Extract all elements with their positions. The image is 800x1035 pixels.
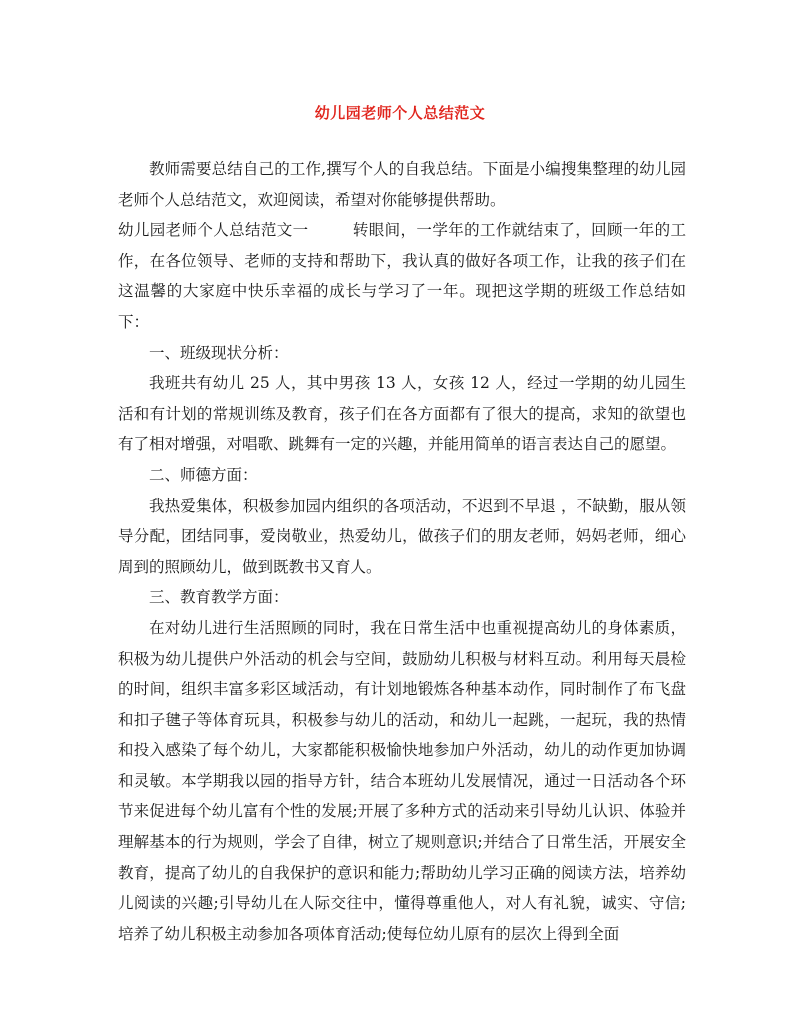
section-3-body: 在对幼儿进行生活照顾的同时，我在日常生活中也重视提高幼儿的身体素质，积极为幼儿提供户外活动的机会与空间，鼓励幼儿积极与材料互动。利用每天晨检的时间，组织丰富多彩区域活动，有计划地锻炼各种基本动作，同时制作了布飞盘和扣子毽子等体育玩具，积极参与幼儿的活动，和幼儿一起跳，一起玩，我的热情和投入感染了每个幼儿，大家都能积极愉快地参加户外活动，幼儿的动作更加协调和灵敏。本学期我以园的指导方针，结合本班幼儿发展情况，通过一日活动各个环节来促进每个幼儿富有个性的发展;开展了多种方式的活动来引导幼儿认识、体验并理解基本的行为规则，学会了自律，树立了规则意识;并结合了日常生活，开展安全教育，提高了幼儿的自我保护的意识和能力;帮助幼儿学习正确的阅读方法，培养幼儿阅读的兴趣;引导幼儿在人际交往中，懂得尊重他人，对人有礼貌，诚实、守信;培养了幼儿积极主动参加各项体育活动;使每位幼儿原有的层次上得到全面 (118, 618, 686, 943)
section-2-body: 我热爱集体，积极参加园内组织的各项活动，不迟到不早退 ，不缺勤，服从领导分配，团结同事，爱岗敬业，热爱幼儿，做孩子们的朋友老师，妈妈老师，细心周到的照顾幼儿，做到既教书又育人。 (118, 496, 686, 576)
section-2-heading: 二、师德方面： (149, 465, 258, 484)
article-heading: 幼儿园老师个人总结范文一 (118, 221, 309, 240)
section-1-heading: 一、班级现状分析： (149, 343, 289, 362)
section-3-heading: 三、教育教学方面： (149, 588, 289, 607)
intro-paragraph: 教师需要总结自己的工作,撰写个人的自我总结。下面是小编搜集整理的幼儿园老师个人总结范文，欢迎阅读，希望对你能够提供帮助。 (118, 160, 686, 209)
document-body (118, 154, 686, 949)
document-title: 幼儿园老师个人总结范文 (314, 104, 486, 122)
section-1-body: 我班共有幼儿 25 人，其中男孩 13 人，女孩 12 人，经过一学期的幼儿园生活和有计划的常规训练及教育，孩子们在各方面都有了很大的提高，求知的欲望也有了相对增强，对唱歌、跳舞有一定的兴趣，并能用简单的语言表达自己的愿望。 (118, 374, 686, 454)
article-paragraph (118, 215, 686, 337)
article-lead: 转眼间，一学年的工作就结束了，回顾一年的工作，在各位领导、老师的支持和帮助下，我认真的做好各项工作，让我的孩子们在这温馨的大家庭中快乐幸福的成长与学习了一年。现把这学期的班级工作总结如下： (118, 221, 686, 331)
